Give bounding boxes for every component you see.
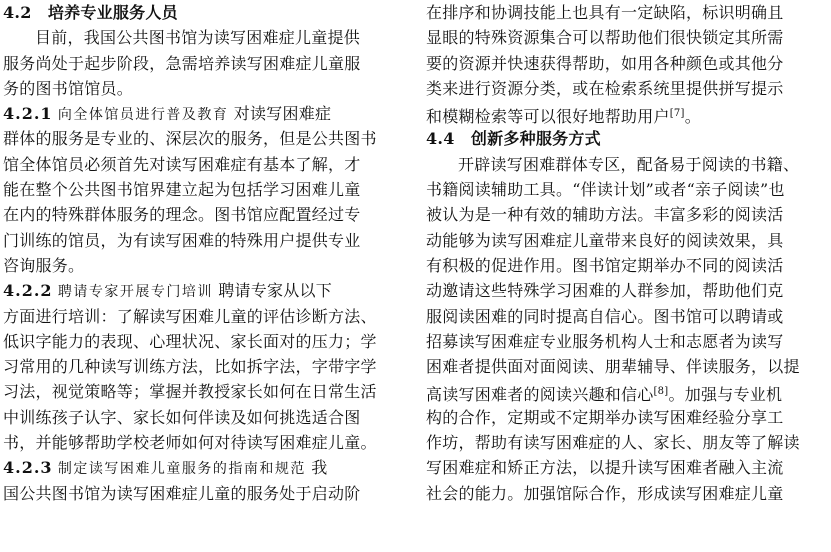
paragraph-line: 被认为是一种有效的辅助方法。丰富多彩的阅读活 <box>426 205 784 225</box>
section-heading-4-4: 4.4 创新多种服务方式 <box>426 129 601 149</box>
paragraph-line: 动能够为读写困难症儿童带来良好的阅读效果，具 <box>426 230 784 250</box>
paragraph-line: 招募读写困难症专业服务机构人士和志愿者为读写 <box>426 331 784 351</box>
subsection-4-2-1-lead <box>3 101 403 126</box>
paragraph-line: 群体的服务是专业的、深层次的服务，但是公共图书 <box>3 129 377 149</box>
paragraph-line: 构的合作，定期或不定期举办读写困难经验分享工 <box>426 407 784 427</box>
paragraph-line: 习常用的几种读写训练方法，比如拆字法，字带字学 <box>3 357 377 377</box>
subsection-title: 制定读写困难儿童服务的指南和规范 <box>57 461 306 478</box>
paragraph-line: 务的图书馆馆员。 <box>3 78 134 98</box>
paragraph-line: 类来进行资源分类，或在检索系统里提供拼写提示 <box>426 78 784 98</box>
paragraph-text: 和模糊检索等可以很好地帮助用户 <box>426 107 670 127</box>
paragraph-line: 低识字能力的表现、心理状况、家长面对的压力；学 <box>3 331 377 351</box>
paragraph-line: 馆全体馆员必须首先对读写困难症有基本了解，才 <box>3 154 361 174</box>
subsection-title: 向全体馆员进行普及教育 <box>57 107 229 124</box>
citation-ref-8: [8] <box>653 386 669 398</box>
paragraph-line: 咨询服务。 <box>3 255 85 275</box>
right-column <box>426 0 826 506</box>
paragraph-line: 在排序和协调技能上也具有一定缺陷，标识明确且 <box>426 3 784 22</box>
paragraph-line: 写困难症和矫正方法，以提升读写困难者融入主流 <box>426 458 784 478</box>
paragraph-line: 服务尚处于起步阶段，急需培养读写困难症儿童服 <box>3 53 361 73</box>
paragraph-line: 方面进行培训：了解读写困难儿童的评估诊断方法、 <box>3 306 377 326</box>
paragraph-line: 有积极的促进作用。图书馆定期举办不同的阅读活 <box>426 255 784 275</box>
paragraph-text: 。加强与专业机 <box>668 385 783 405</box>
subsection-4-2-2-lead <box>3 278 403 303</box>
left-column <box>3 0 403 506</box>
paragraph-line-with-citation <box>426 101 826 126</box>
paragraph-line: 作坊，帮助有读写困难症的人、家长、朋友等了解读 <box>426 433 800 453</box>
paragraph-line: 门训练的馆员，为有读写困难的特殊用户提供专业 <box>3 230 361 250</box>
paragraph-line: 困难者提供面对面阅读、朋辈辅导、伴读服务，以提 <box>426 357 800 377</box>
paragraph-line-with-citation <box>426 379 826 404</box>
paragraph-line: 显眼的特殊资源集合可以帮助他们很快锁定其所需 <box>426 28 784 48</box>
paragraph-text: 我 <box>311 458 328 478</box>
paragraph-line: 国公共图书馆为读写困难症儿童的服务处于启动阶 <box>3 483 361 503</box>
paragraph-text: 。 <box>684 107 701 127</box>
paragraph-line: 社会的能力。加强馆际合作，形成读写困难症儿童 <box>426 483 784 503</box>
section-heading-4-2: 4.2 培养专业服务人员 <box>3 3 178 22</box>
paragraph-line: 服阅读困难的同时提高自信心。图书馆可以聘请或 <box>426 306 784 326</box>
paragraph-line: 中训练孩子认字、家长如何伴读及如何挑选适合图 <box>3 407 361 427</box>
paragraph-line: 能在整个公共图书馆界建立起为包括学习困难儿童 <box>3 180 361 200</box>
subsection-4-2-3-lead <box>3 455 403 480</box>
paragraph-line: 要的资源并快速获得帮助，如用各种颜色或其他分 <box>426 53 784 73</box>
paragraph-line: 书，并能够帮助学校老师如何对待读写困难症儿童。 <box>3 433 377 453</box>
paragraph-text: 对读写困难症 <box>233 104 332 124</box>
subsection-number: 4.2.3 <box>3 458 53 478</box>
citation-ref-7: [7] <box>669 108 685 120</box>
paragraph-line: 目前，我国公共图书馆为读写困难症儿童提供 <box>35 28 361 48</box>
paragraph-line: 开辟读写困难群体专区，配备易于阅读的书籍、 <box>458 154 800 174</box>
paragraph-line: 动邀请这些特殊学习困难的人群参加，帮助他们克 <box>426 281 784 301</box>
subsection-number: 4.2.1 <box>3 104 53 124</box>
paragraph-text: 聘请专家从以下 <box>218 281 332 301</box>
paragraph-line: 书籍阅读辅助工具。“伴读计划”或者“亲子阅读”也 <box>426 180 785 200</box>
paragraph-line: 在内的特殊群体服务的理念。图书馆应配置经过专 <box>3 205 361 225</box>
subsection-number: 4.2.2 <box>3 281 53 301</box>
subsection-title: 聘请专家开展专门培训 <box>57 284 213 301</box>
paragraph-line: 习法，视觉策略等；掌握并教授家长如何在日常生活 <box>3 382 377 402</box>
paragraph-text: 高读写困难者的阅读兴趣和信心 <box>426 385 654 405</box>
